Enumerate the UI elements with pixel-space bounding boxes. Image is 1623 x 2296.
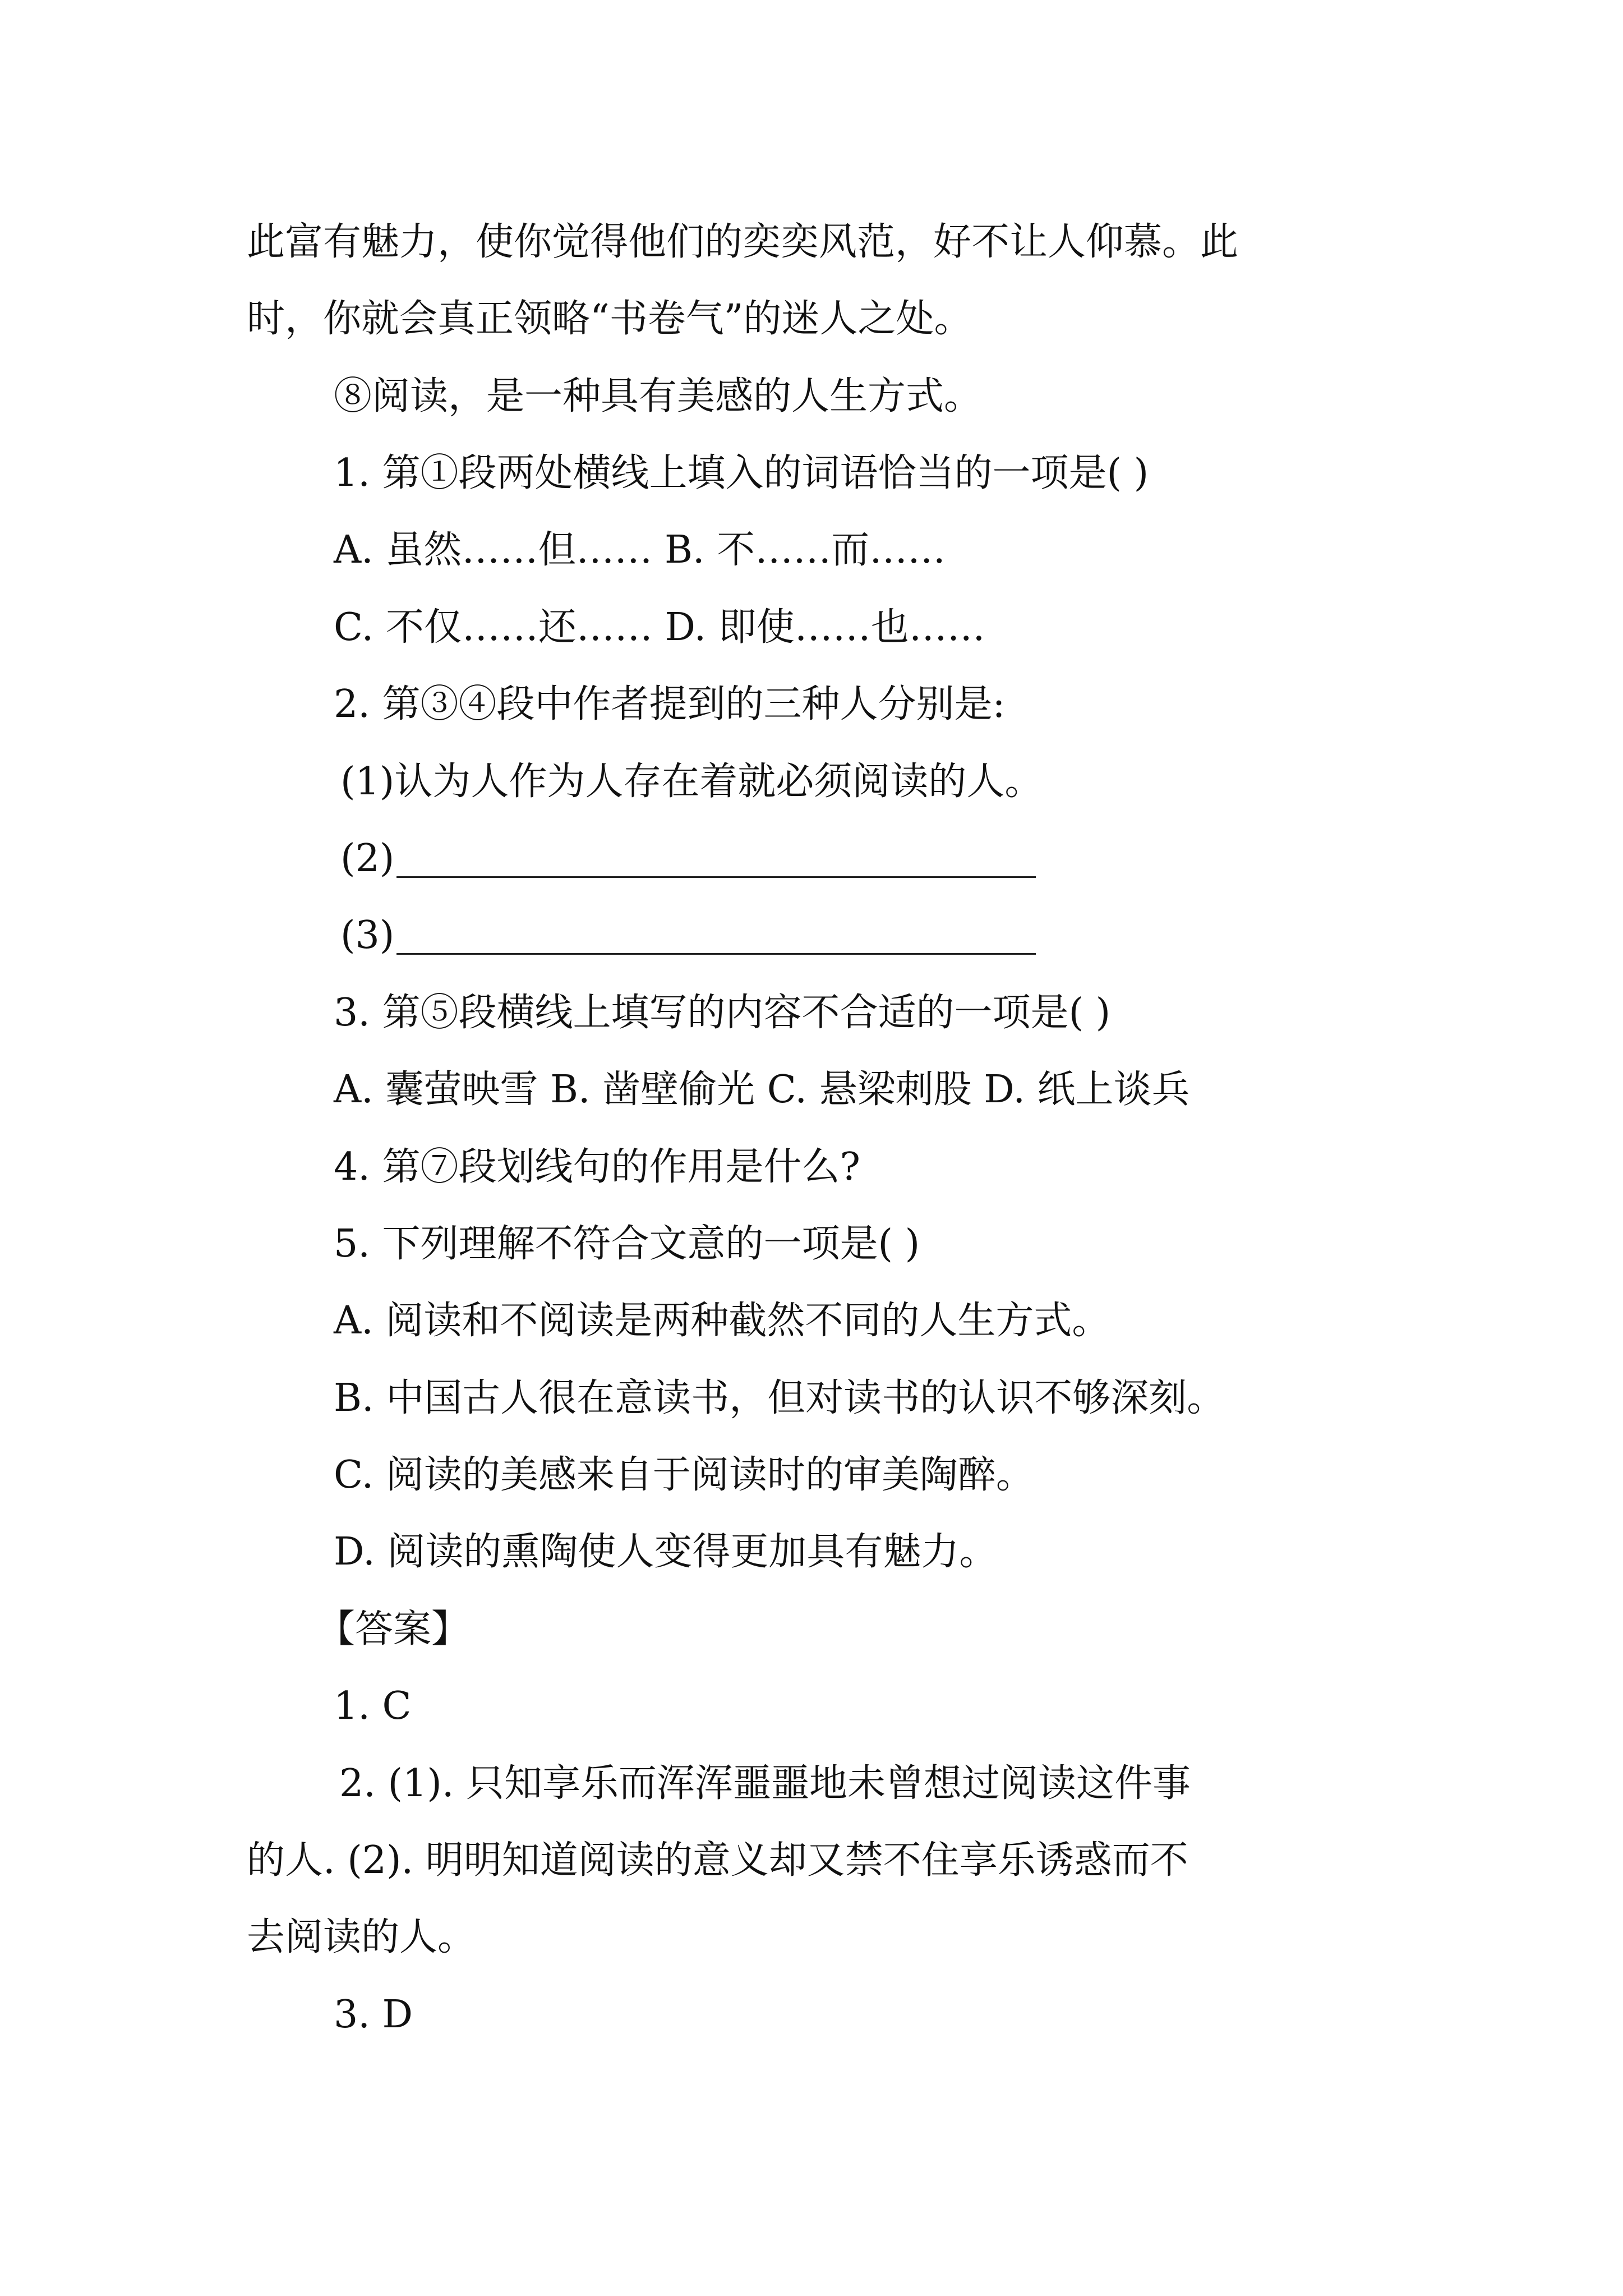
- question-2-item-1: (1)认为人作为人存在着就必须阅读的人。: [340, 760, 1043, 804]
- question-5-option-d: D. 阅读的熏陶使人变得更加具有魅力。: [334, 1530, 998, 1574]
- question-1-options-ab: A. 虽然……但…… B. 不……而……: [334, 528, 946, 572]
- passage-line: 此富有魅力，使你觉得他们的奕奕风范，好不让人仰慕。此: [247, 220, 1239, 264]
- question-3-stem: 3. 第⑤段横线上填写的内容不合适的一项是( ): [334, 991, 1111, 1035]
- passage-line: 时，你就会真正领略“书卷气”的迷人之处。: [247, 297, 972, 341]
- question-1-options-cd: C. 不仅……还…… D. 即使……也……: [334, 605, 985, 650]
- question-5-option-b: B. 中国古人很在意读书，但对读书的认识不够深刻。: [334, 1376, 1225, 1420]
- item-label: (2): [340, 836, 395, 881]
- question-5-option-c: C. 阅读的美感来自于阅读时的审美陶醉。: [334, 1453, 1034, 1497]
- answer-3: 3. D: [334, 1993, 413, 2037]
- paragraph-8: ⑧阅读，是一种具有美感的人生方式。: [334, 374, 983, 418]
- question-5-stem: 5. 下列理解不符合文意的一项是( ): [334, 1222, 920, 1266]
- answer-blank-line: [396, 843, 1036, 878]
- answer-blank-line: [396, 919, 1036, 955]
- answer-heading: 【答案】: [317, 1607, 470, 1651]
- question-5-option-a: A. 阅读和不阅读是两种截然不同的人生方式。: [334, 1299, 1110, 1343]
- question-2-item-3: [340, 913, 1036, 958]
- question-3-options: A. 囊萤映雪 B. 凿壁偷光 C. 悬梁刺股 D. 纸上谈兵: [334, 1068, 1190, 1112]
- answer-2-line: 的人. (2). 明明知道阅读的意义却又禁不住享乐诱惑而不: [247, 1838, 1188, 1883]
- item-label: (3): [340, 913, 395, 958]
- answer-2-line: 2. (1). 只知享乐而浑浑噩噩地未曾想过阅读这件事: [339, 1761, 1191, 1806]
- question-2-item-2: [340, 836, 1036, 881]
- question-4-stem: 4. 第⑦段划线句的作用是什么?: [334, 1145, 860, 1189]
- question-2-stem: 2. 第③④段中作者提到的三种人分别是:: [334, 682, 1006, 726]
- question-1-stem: 1. 第①段两处横线上填入的词语恰当的一项是( ): [334, 451, 1149, 495]
- answer-1: 1. C: [334, 1684, 412, 1728]
- answer-2-line: 去阅读的人。: [247, 1915, 476, 1959]
